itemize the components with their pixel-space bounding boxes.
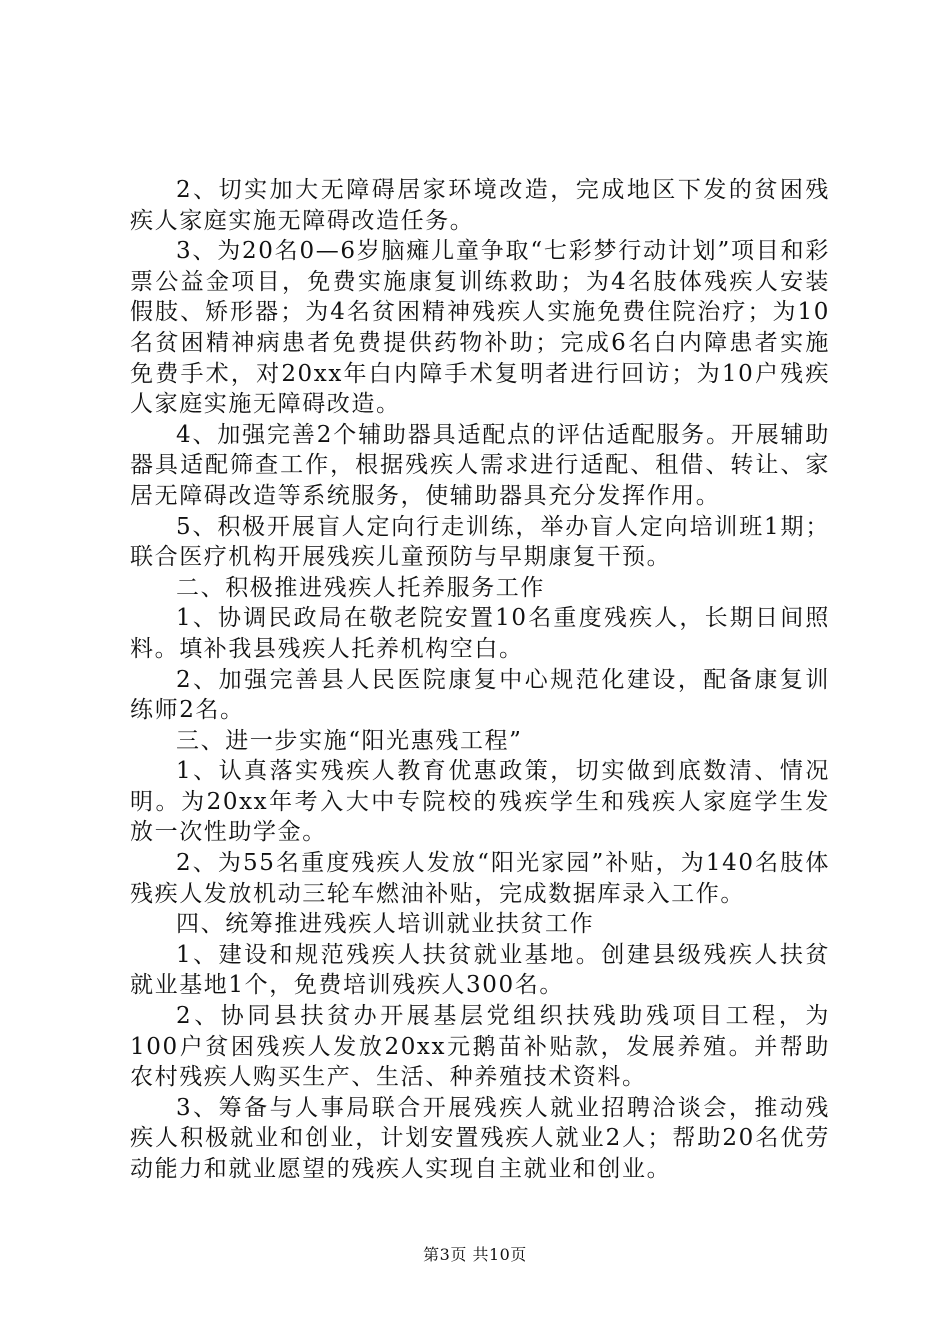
paragraph-sunshine-2: 2、为55名重度残疾人发放“阳光家园”补贴，为140名肢体残疾人发放机动三轮车燃油补贴，完成数据库录入工作。: [130, 850, 830, 907]
paragraph-item-2: 2、切实加大无障碍居家环境改造，完成地区下发的贫困残疾人家庭实施无障碍改造任务。: [130, 177, 830, 234]
paragraph-care-1: 1、协调民政局在敬老院安置10名重度残疾人，长期日间照料。填补我县残疾人托养机构空白。: [130, 605, 830, 662]
paragraph-employment-3: 3、筹备与人事局联合开展残疾人就业招聘洽谈会，推动残疾人积极就业和创业，计划安置残疾人就业2人；帮助20名优劳动能力和就业愿望的残疾人实现自主就业和创业。: [130, 1094, 830, 1182]
paragraph-item-3: 3、为20名0—6岁脑瘫儿童争取“七彩梦行动计划”项目和彩票公益金项目，免费实施康复训练救助；为4名肢体残疾人安装假肢、矫形器；为4名贫困精神残疾人实施免费住院治疗；为10名贫困精神病患者免费提供药物补助；完成6名白内障患者实施免费手术，对20xx年白内障手术复明者进行回访；为10户残疾人家庭实施无障碍改造。: [130, 238, 830, 418]
paragraph-care-2: 2、加强完善县人民医院康复中心规范化建设，配备康复训练师2名。: [130, 666, 830, 724]
paragraph-item-5: 5、积极开展盲人定向行走训练，举办盲人定向培训班1期；联合医疗机构开展残疾儿童预防与早期康复干预。: [130, 513, 830, 571]
paragraph-employment-1: 1、建设和规范残疾人扶贫就业基地。创建县级残疾人扶贫就业基地1个，免费培训残疾人300名。: [130, 941, 830, 999]
document-body: [130, 175, 830, 1185]
section-heading-3: 三、进一步实施“阳光惠残工程”: [176, 727, 523, 754]
paragraph-sunshine-1: 1、认真落实残疾人教育优惠政策，切实做到底数清、情况明。为20xx年考入大中专院校的残疾学生和残疾人家庭学生发放一次性助学金。: [130, 758, 830, 846]
paragraph-employment-2: 2、协同县扶贫办开展基层党组织扶残助残项目工程，为100户贫困残疾人发放20xx元鹅苗补贴款，发展养殖。并帮助农村残疾人购买生产、生活、种养殖技术资料。: [130, 1003, 830, 1091]
section-heading-4: 四、统筹推进残疾人培训就业扶贫工作: [176, 911, 595, 938]
section-heading-2: 二、积极推进残疾人托养服务工作: [176, 574, 545, 601]
paragraph-item-4: 4、加强完善2个辅助器具适配点的评估适配服务。开展辅助器具适配筛查工作，根据残疾人需求进行适配、租借、转让、家居无障碍改造等系统服务，使辅助器具充分发挥作用。: [130, 421, 830, 509]
page-number-footer: 第3页 共10页: [423, 1245, 527, 1264]
